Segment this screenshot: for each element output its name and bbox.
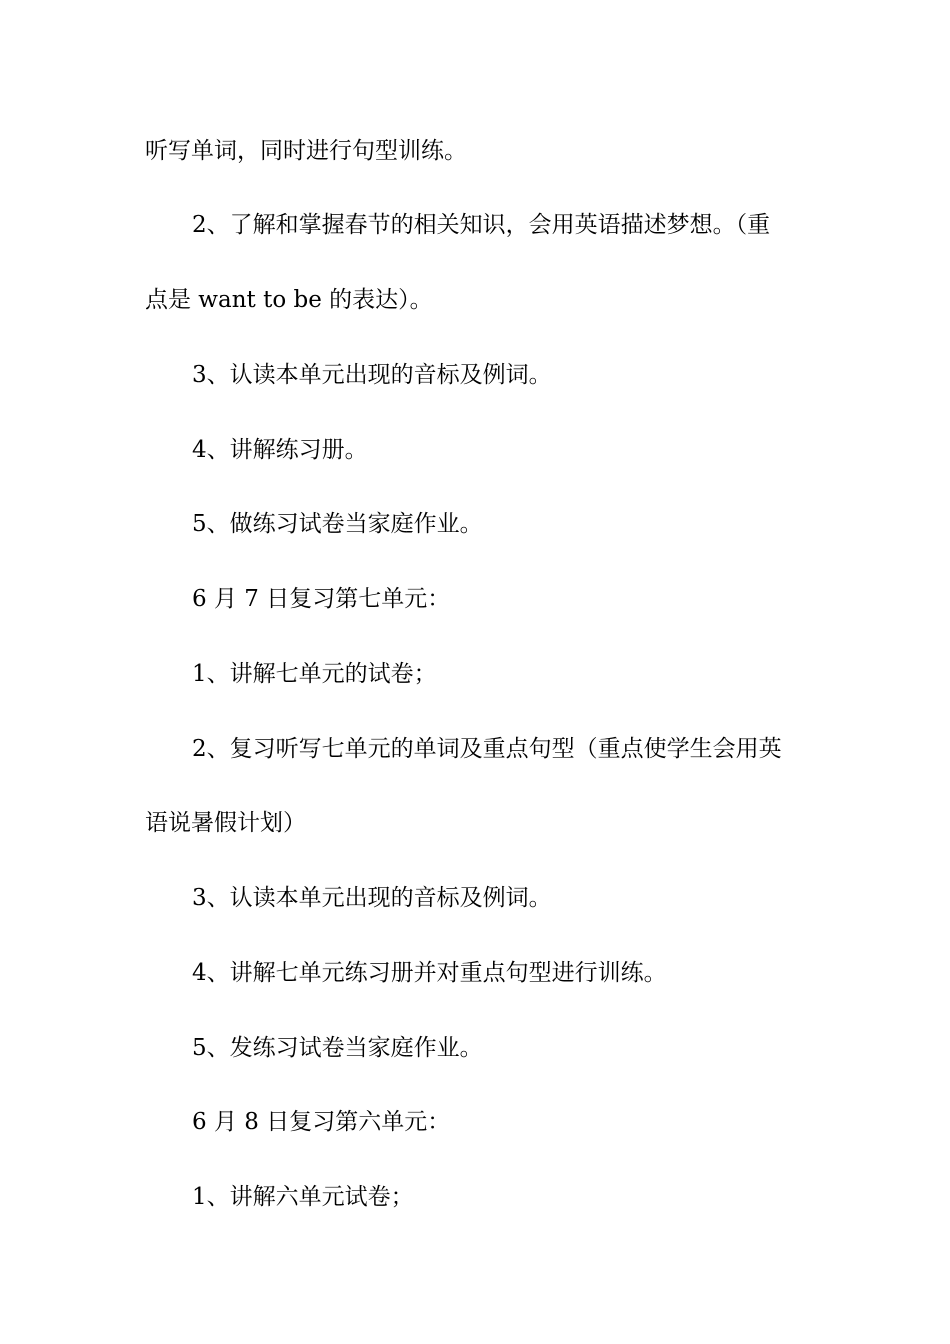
text-line: 1、讲解七单元的试卷； bbox=[192, 661, 437, 687]
text-line: 6 月 7 日复习第七单元： bbox=[192, 586, 451, 612]
text-line: 4、讲解练习册。 bbox=[192, 437, 368, 463]
text-line: 3、认读本单元出现的音标及例词。 bbox=[192, 885, 552, 911]
text-line: 5、做练习试卷当家庭作业。 bbox=[192, 511, 483, 537]
text-line: 4、讲解七单元练习册并对重点句型进行训练。 bbox=[192, 960, 667, 986]
text-line: 听写单词，同时进行句型训练。 bbox=[145, 138, 467, 164]
text-line: 2、了解和掌握春节的相关知识，会用英语描述梦想。（重 bbox=[192, 212, 771, 238]
text-line: 3、认读本单元出现的音标及例词。 bbox=[192, 362, 552, 388]
text-line: 6 月 8 日复习第六单元： bbox=[192, 1109, 451, 1135]
text-line: 5、发练习试卷当家庭作业。 bbox=[192, 1035, 483, 1061]
text-line: 语说暑假计划） bbox=[145, 810, 306, 836]
text-line: 2、复习听写七单元的单词及重点句型（重点使学生会用英 bbox=[192, 736, 782, 762]
text-line: 1、讲解六单元试卷； bbox=[192, 1184, 414, 1210]
text-line: 点是 want to be 的表达）。 bbox=[145, 287, 433, 313]
